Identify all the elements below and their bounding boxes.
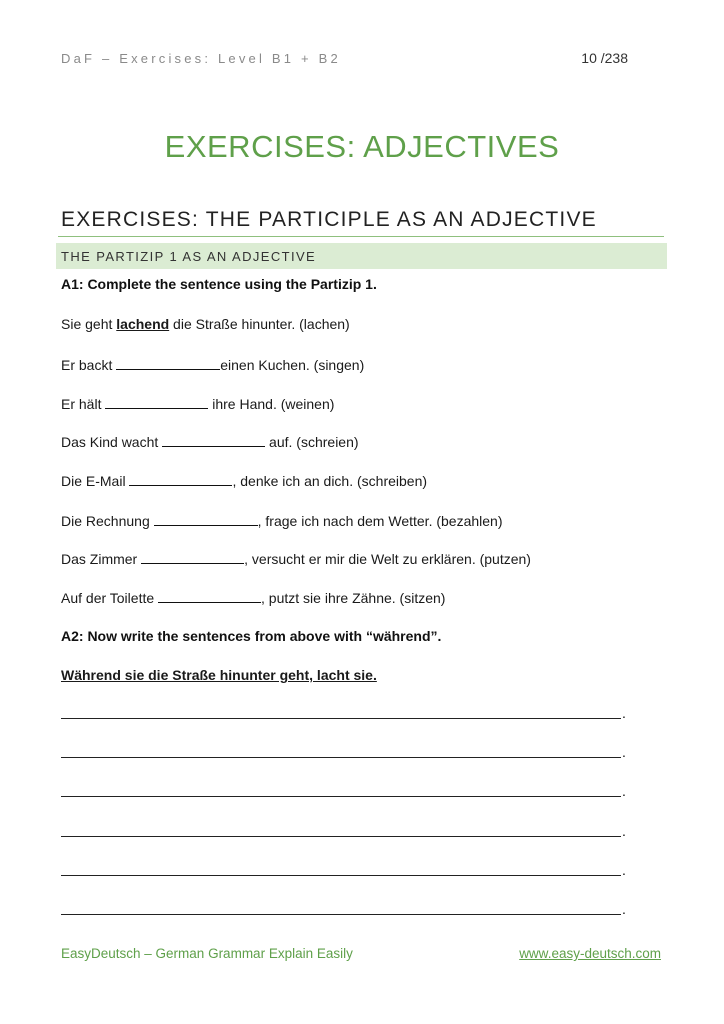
section-title: EXERCISES: THE PARTICIPLE AS AN ADJECTIVE [61, 208, 597, 231]
writing-line-5[interactable] [61, 875, 621, 876]
exercise-item-2 [61, 394, 334, 412]
writing-line-2[interactable] [61, 757, 621, 758]
exercise-item-1 [61, 355, 364, 373]
running-header: DaF – Exercises: Level B1 + B2 [61, 51, 341, 66]
item-text: , versucht er mir die Welt zu erklären. (putzen) [244, 551, 531, 567]
item-text: Er hält [61, 396, 106, 412]
item-text: Auf der Toilette [61, 590, 159, 606]
exercise-item-3 [61, 432, 359, 450]
writing-line-6[interactable] [61, 914, 621, 915]
page-number: 10 /238 [581, 50, 628, 66]
writing-line-4[interactable] [61, 836, 621, 837]
footer-brand: EasyDeutsch – German Grammar Explain Easily [61, 946, 353, 961]
exercise-item-5 [61, 511, 503, 529]
item-text: , putzt sie ihre Zähne. (sitzen) [261, 590, 446, 606]
item-text: Die E-Mail [61, 473, 130, 489]
item-text: auf. (schreien) [265, 434, 359, 450]
answer-blank[interactable] [105, 394, 208, 409]
a2-example: Während sie die Straße hinunter geht, lacht sie. [61, 667, 377, 683]
answer-blank[interactable] [162, 432, 265, 447]
example-before: Sie geht [61, 316, 117, 332]
example-after: die Straße hinunter. (lachen) [169, 316, 350, 332]
answer-blank[interactable] [154, 511, 258, 526]
item-text: ihre Hand. (weinen) [208, 396, 335, 412]
footer-link[interactable]: www.easy-deutsch.com [519, 946, 661, 961]
line-end-period: . [622, 744, 626, 760]
item-text: Das Zimmer [61, 551, 142, 567]
item-text: , denke ich an dich. (schreiben) [232, 473, 428, 489]
a2-instruction: A2: Now write the sentences from above with “während”. [61, 628, 442, 644]
line-end-period: . [622, 862, 626, 878]
example-answer: lachend [116, 316, 170, 332]
answer-blank[interactable] [141, 549, 244, 564]
item-text: Das Kind wacht [61, 434, 163, 450]
line-end-period: . [622, 783, 626, 799]
subsection-title: THE PARTIZIP 1 AS AN ADJECTIVE [61, 249, 317, 264]
exercise-item-4 [61, 471, 427, 489]
line-end-period: . [622, 705, 626, 721]
writing-line-3[interactable] [61, 796, 621, 797]
line-end-period: . [622, 823, 626, 839]
writing-line-1[interactable] [61, 718, 621, 719]
section-divider [58, 236, 664, 237]
example-sentence [61, 316, 350, 332]
answer-blank[interactable] [129, 471, 232, 486]
answer-blank[interactable] [158, 588, 261, 603]
line-end-period: . [622, 901, 626, 917]
item-text: Die Rechnung [61, 513, 154, 529]
answer-blank[interactable] [116, 355, 220, 370]
exercise-item-7 [61, 588, 445, 606]
item-text: Er backt [61, 357, 117, 373]
page-title: EXERCISES: ADJECTIVES [164, 129, 560, 164]
exercise-item-6 [61, 549, 531, 567]
subsection-heading [56, 243, 667, 269]
item-text: , frage ich nach dem Wetter. (bezahlen) [257, 513, 503, 529]
a1-instruction: A1: Complete the sentence using the Partizip 1. [61, 276, 377, 292]
item-text: einen Kuchen. (singen) [220, 357, 365, 373]
